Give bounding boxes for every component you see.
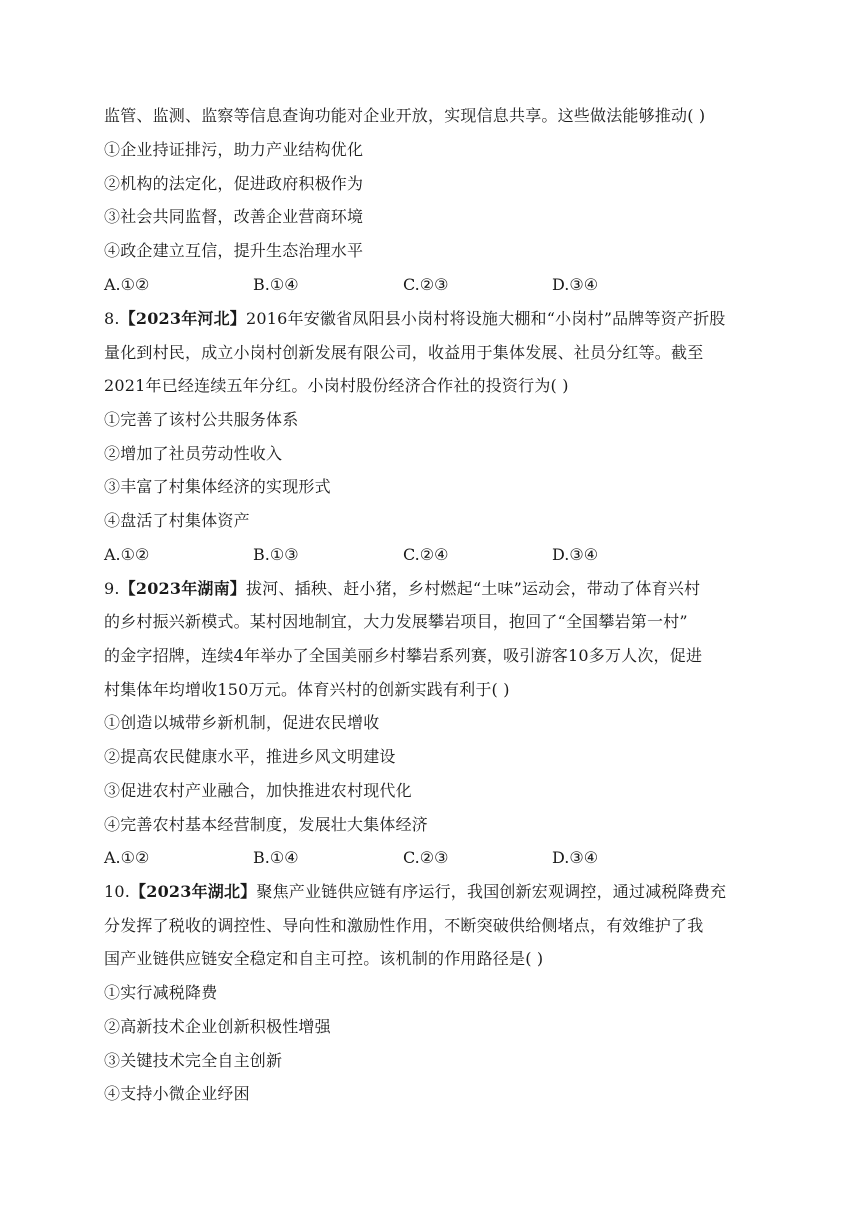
q9-item-4: ④完善农村基本经营制度，发展壮大集体经济 — [104, 815, 429, 834]
q7-option-b[interactable]: B.①④ — [253, 275, 299, 294]
q8-options — [104, 545, 764, 565]
q8-option-c[interactable]: C.②④ — [403, 545, 449, 564]
q9-option-c[interactable]: C.②③ — [403, 848, 449, 867]
q9-stem-line-3: 的金字招牌，连续4年举办了全国美丽乡村攀岩系列赛，吸引游客10多万人次，促进 — [104, 646, 703, 665]
q10-stem-line-2: 分发挥了税收的调控性、导向性和激励性作用，不断突破供给侧堵点，有效维护了我 — [104, 916, 704, 935]
q7-option-d[interactable]: D.③④ — [552, 275, 599, 294]
q7-option-c[interactable]: C.②③ — [403, 275, 449, 294]
q10-stem-text-1: 聚焦产业链供应链有序运行，我国创新宏观调控，通过减税降费充 — [256, 882, 727, 901]
q10-item-4: ④支持小微企业纾困 — [104, 1084, 250, 1103]
q10-source: 【2023年湖北】 — [130, 882, 257, 901]
q9-option-a[interactable]: A.①② — [104, 848, 150, 867]
q10-stem-line-1 — [104, 882, 764, 902]
q9-stem-line-2: 的乡村振兴新模式。某村因地制宜，大力发展攀岩项目，抱回了“全国攀岩第一村” — [104, 612, 688, 631]
q10-item-1: ①实行减税降费 — [104, 983, 218, 1002]
q9-item-1: ①创造以城带乡新机制，促进农民增收 — [104, 713, 380, 732]
q8-item-3: ③丰富了村集体经济的实现形式 — [104, 477, 331, 496]
q8-stem-line-2: 量化到村民，成立小岗村创新发展有限公司，收益用于集体发展、社员分红等。截至 — [104, 343, 704, 362]
q8-source: 【2023年河北】 — [119, 309, 247, 328]
q8-option-d[interactable]: D.③④ — [552, 545, 599, 564]
q8-item-2: ②增加了社员劳动性收入 — [104, 444, 283, 463]
q8-stem-text-1: 2016年安徽省凤阳县小岗村将设施大棚和“小岗村”品牌等资产折股 — [246, 309, 726, 328]
q9-stem-line-4: 村集体年均增收150万元。体育兴村的创新实践有利于( ) — [104, 680, 510, 699]
q7-options — [104, 275, 764, 295]
q8-stem-line-3: 2021年已经连续五年分红。小岗村股份经济合作社的投资行为( ) — [104, 376, 569, 395]
q8-item-4: ④盘活了村集体资产 — [104, 511, 250, 530]
q10-number: 10. — [104, 882, 131, 901]
q8-item-1: ①完善了该村公共服务体系 — [104, 410, 299, 429]
q8-stem-line-1 — [104, 309, 764, 329]
q7-item-4: ④政企建立互信，提升生态治理水平 — [104, 241, 364, 260]
q7-item-2: ②机构的法定化，促进政府积极作为 — [104, 174, 364, 193]
q8-option-a[interactable]: A.①② — [104, 545, 150, 564]
q9-option-d[interactable]: D.③④ — [552, 848, 599, 867]
q7-item-1: ①企业持证排污，助力产业结构优化 — [104, 140, 364, 159]
q9-stem-line-1 — [104, 579, 764, 599]
q9-source: 【2023年湖南】 — [119, 579, 247, 598]
q9-item-3: ③促进农村产业融合，加快推进农村现代化 — [104, 781, 412, 800]
q7-option-a[interactable]: A.①② — [104, 275, 150, 294]
q9-option-b[interactable]: B.①④ — [253, 848, 299, 867]
q8-option-b[interactable]: B.①③ — [253, 545, 299, 564]
q9-number: 9. — [104, 579, 120, 598]
q8-number: 8. — [104, 309, 120, 328]
q9-options — [104, 848, 764, 868]
q9-item-2: ②提高农民健康水平，推进乡风文明建设 — [104, 747, 396, 766]
q7-stem-continuation: 监管、监测、监察等信息查询功能对企业开放，实现信息共享。这些做法能够推动( ) — [104, 106, 706, 125]
q10-item-2: ②高新技术企业创新积极性增强 — [104, 1017, 331, 1036]
q10-item-3: ③关键技术完全自主创新 — [104, 1051, 283, 1070]
q7-item-3: ③社会共同监督，改善企业营商环境 — [104, 207, 364, 226]
q10-stem-line-3: 国产业链供应链安全稳定和自主可控。该机制的作用路径是( ) — [104, 949, 544, 968]
q9-stem-text-1: 拔河、插秧、赶小猪，乡村燃起“土味”运动会，带动了体育兴村 — [246, 579, 701, 598]
